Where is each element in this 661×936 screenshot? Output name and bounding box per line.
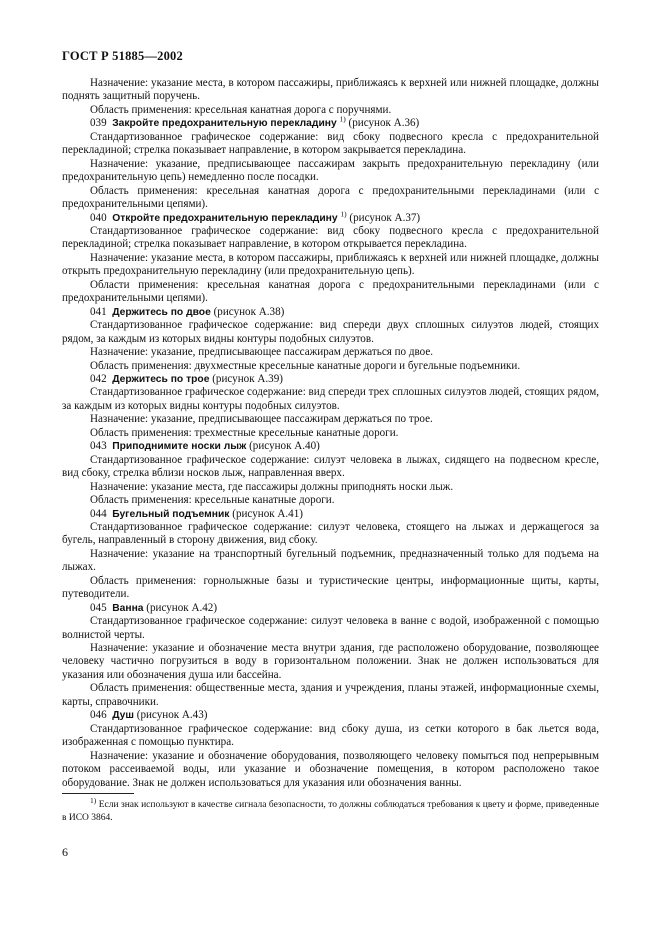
figure-reference: (рисунок А.40): [249, 440, 320, 453]
section-heading: [62, 602, 599, 615]
section-heading: [62, 508, 599, 521]
footnote-text: Если знак используют в качестве сигнала безопасности, то должны соблюдаться требования к цвету и форме, приведенные в ИСО 3864.: [62, 800, 600, 823]
body-paragraph: Назначение: указание и обозначение места внутри здания, где расположено оборудование, позволяющее человеку частично погрузиться в воду в горизонтальном положении. Знак не должен использоваться для указания или обозначения душа или бассейна.: [62, 642, 599, 681]
section-term: Ванна: [112, 602, 144, 614]
figure-reference: (рисунок А.41): [232, 507, 303, 520]
section-heading: [62, 114, 599, 130]
document-header: ГОСТ Р 51885—2002: [62, 49, 183, 63]
body-paragraph: Назначение: указание, предписывающее пассажирам закрыть предохранительную перекладину (или предохранительную цепь) немедленно после посадки.: [62, 157, 599, 184]
figure-reference: (рисунок А.43): [136, 709, 208, 722]
body-paragraph: Стандартизованное графическое содержание: вид спереди двух сплошных силуэтов людей, стоящих рядом, за каждым из которых видны контуры подобных силуэтов.: [62, 319, 599, 345]
section-term: Откройте предохранительную перекладину: [112, 212, 338, 224]
footnote: [62, 795, 600, 825]
body-paragraph: Стандартизованное графическое содержание: вид спереди трех сплошных силуэтов людей, стоящих рядом, за каждым из которых видны контуры подобных силуэтов.: [62, 386, 599, 412]
section-heading: [62, 709, 599, 722]
body-paragraph: Стандартизованное графическое содержание: силуэт человека в ванне с водой, изображенной с помощью волнистой черты.: [62, 615, 599, 641]
section-number: 043: [90, 440, 107, 453]
section-number: 041: [90, 305, 107, 318]
footnote-mark: 1): [90, 795, 97, 805]
section-term: Бугельный подъемник: [112, 508, 230, 520]
body-paragraph: Область применения: трехместные кресельные канатные дороги.: [90, 426, 399, 439]
section-number: 044: [90, 507, 107, 520]
body-paragraph: Стандартизованное графическое содержание: вид сбоку душа, из сетки которого в бак льется вода, изображенная с помощью пунктира.: [62, 722, 599, 749]
footnote-divider: [62, 793, 134, 794]
body-paragraph: Область применения: общественные места, здания и учреждения, планы этажей, информационные схемы, карты, справочники.: [62, 682, 599, 708]
figure-reference: (рисунок А.39): [212, 372, 283, 385]
section-heading: [62, 373, 599, 386]
section-number: 039: [90, 117, 107, 130]
body-paragraph: Область применения: кресельные канатные дороги.: [90, 494, 335, 507]
page-number: 6: [62, 845, 68, 859]
body-paragraph: Область применения: кресельная канатная дорога с поручнями.: [90, 103, 392, 116]
figure-reference: (рисунок А.38): [213, 305, 285, 318]
body-paragraph: Назначение: указание, предписывающее пассажирам держаться по трое.: [90, 413, 433, 426]
section-term: Душ: [112, 710, 134, 722]
figure-reference: (рисунок А.36): [348, 117, 420, 130]
body-paragraph: Стандартизованное графическое содержание: силуэт человека, стоящего на лыжах и держащегося за бугель, направленный в сторону движения, вид сбоку.: [62, 520, 599, 547]
section-number: 045: [90, 601, 107, 614]
body-paragraph: Назначение: указание места, в котором пассажиры, приближаясь к верхней или нижней площадке, должны поднять защитный поручень.: [62, 77, 599, 103]
body-paragraph: Область применения: двухместные кресельные канатные дороги и бугельные подъемники.: [90, 359, 521, 372]
body-paragraph: Назначение: указание, предписывающее пассажирам держаться по двое.: [90, 346, 434, 359]
section-number: 046: [90, 709, 107, 722]
body-paragraph: Назначение: указание на транспортный бугельный подъемник, предназначенный только для подъема на лыжах.: [62, 547, 599, 574]
section-heading: [62, 440, 599, 453]
section-term: Приподнимите носки лыж: [112, 441, 247, 453]
footnote-ref: 1): [339, 114, 346, 124]
figure-reference: (рисунок А.42): [146, 601, 218, 614]
body-paragraph: Назначение: указание места, где пассажиры должны приподнять носки лыж.: [90, 480, 454, 493]
section-term: Держитесь по двое: [112, 306, 211, 318]
section-heading: [62, 208, 599, 225]
body-paragraph: Область применения: горнолыжные базы и туристические центры, информационные щиты, карты, путеводители.: [62, 574, 599, 601]
section-number: 042: [90, 372, 107, 385]
section-term: Закройте предохранительную перекладину: [112, 118, 337, 130]
body-paragraph: Стандартизованное графическое содержание: вид сбоку подвесного кресла с предохранительной перекладиной; стрелка показывает направление, в котором закрывается перекладина.: [62, 130, 599, 157]
body-paragraph: Стандартизованное графическое содержание: вид сбоку подвесного кресла с предохранительной перекладиной; стрелка показывает направление, в котором открывается перекладина.: [62, 224, 599, 251]
body-paragraph: Область применения: кресельная канатная дорога с предохранительными перекладинами (или с предохранительными цепями).: [62, 184, 599, 211]
footnote-ref: 1): [340, 208, 347, 218]
body-paragraph: Назначение: указание места, в котором пассажиры, приближаясь к верхней или нижней площадке, должны открыть предохранительную перекладину (или предохранительную цепь).: [62, 251, 599, 278]
figure-reference: (рисунок А.37): [349, 211, 421, 224]
document-body: [62, 77, 599, 790]
section-term: Держитесь по трое: [112, 373, 210, 385]
body-paragraph: Назначение: указание и обозначение оборудования, позволяющего человеку помыться под непрерывным потоком рассеиваемой воды, или указание и обозначение помещения, в котором расположено такое оборудование. Знак не должен использоваться для указания или обозначения ванны.: [62, 749, 599, 789]
section-heading: [62, 306, 599, 319]
section-number: 040: [90, 211, 107, 224]
body-paragraph: Стандартизованное графическое содержание: силуэт человека в лыжах, сидящего на подвесном кресле, вид сбоку, стрелка вблизи носков лыж, направленная вверх.: [62, 453, 599, 480]
body-paragraph: Области применения: кресельная канатная дорога с предохранительными перекладинами (или с предохранительными цепями).: [62, 278, 599, 305]
